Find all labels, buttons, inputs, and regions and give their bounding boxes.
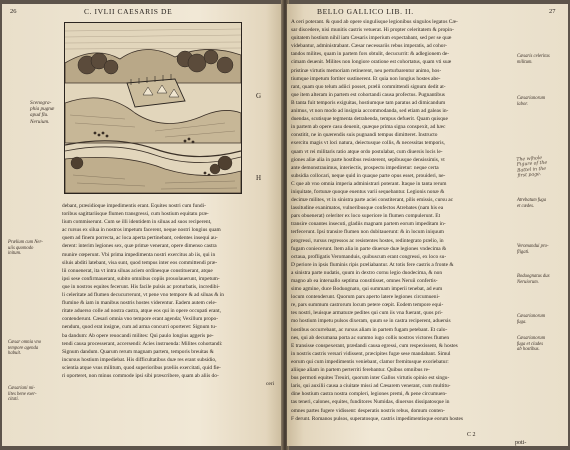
- text-line: terfecerunt. Ipsi transire flumen non dubitauerunt: & in locum iniquum: [291, 229, 444, 236]
- text-line: transire conantes insecuti, gladiis magnam partem eorum impeditam in-: [291, 221, 446, 228]
- text-line: quem ad finem porrecta, ac loca aperta pertinebant, cedentes insequi au-: [62, 235, 218, 242]
- text-line: li celeritate ad flumen decucurrerunt, vt pene vno tempore & ad siluas & in: [62, 292, 224, 299]
- text-line: tes nostri, leuisque armaturæ pedites qui cum iis vna fuerant, quos pri-: [291, 310, 443, 317]
- text-line: nendum, quod erat insigne, cum ad arma concurri oporteret: Signum tu-: [62, 324, 217, 331]
- text-line: videbantur, administrabant. Cæsar necessariis rebus imperatis, ad cohor-: [291, 43, 447, 50]
- text-line: C que ab vno omnia imperia administrari poterant. Itaque in tanta rerum: [291, 180, 447, 187]
- right-margin-note-3: Atrebatum fuga et cædes.: [517, 198, 547, 209]
- text-line: sar discedere, nisi munitis castris vetuerat. Hi propter celeritatem & propin-: [291, 27, 454, 34]
- text-line: duendas, scutisque tegmenta detrahenda, tempus defuerit. Quam quisque: [291, 116, 448, 123]
- text-line: siluis abditi latebant, visa sunt, quod tempus inter eos committendi præ-: [62, 259, 218, 266]
- text-line: ceri: [266, 381, 275, 388]
- text-line: ipsi sese confirmauerant, subito omnibus copiis prouolauerunt, impetum-: [62, 275, 220, 282]
- text-line: bus permoti equites Treuiri, quorum inter Gallos virtutis opinio est singu-: [291, 375, 450, 382]
- text-line: munire cœperunt. Vbi prima impedimenta nostri exercitus ab iis, qui in: [62, 251, 216, 258]
- text-line: B tanta fuit temporis exiguitas, hostiumque tam paratus ad dimicandum: [291, 99, 446, 106]
- text-line: hostibus occurrebant, ac rursus aliam in partem fugam petebant. Et calo-: [291, 326, 448, 333]
- text-line: incursus hostium impediebat. His difficultatibus duæ res erant subsidio,: [62, 356, 217, 363]
- text-line: constitit, ne in quærendis suis pugnandi tempus dimitteret. Instructo: [291, 132, 438, 139]
- text-line: dine hostium castra nostra compleri, legiones premi, & pene circumuen-: [291, 391, 447, 398]
- woodcut-drawing: [65, 23, 241, 193]
- right-margin-note-7: Cæsarianorum fuga et clades ab hostibus.: [517, 336, 546, 353]
- text-line: decimæ milites, vt in sinistra parte aciei constiterant, pilis emissis, cursu ac: [291, 197, 453, 204]
- text-line: locum contenderunt. Quorum pars aperto latere legiones circumueni-: [291, 294, 440, 301]
- text-line: lii conuenerat, ita vt intra siluas aciem ordinesque constituerant, atque: [62, 267, 213, 274]
- text-line: quitatem hostium nihil iam Cæsaris imperium expectabant, sed per se quæ: [291, 35, 452, 42]
- text-line: flumine & iam in manibus nostris hostes viderentur. Eadem autem cele-: [62, 300, 217, 307]
- text-line: pars obuenerat) celeriter ex loco superiore in flumen compulerunt. Et: [291, 213, 441, 220]
- right-margin-note-1: Cæsaris celeritas militum.: [517, 54, 550, 65]
- right-body-text: [291, 18, 513, 444]
- left-body-text: [62, 202, 278, 446]
- text-line: tiumque impetum fortiter sustinerent. Et quia non longius hostes abe-: [291, 75, 441, 82]
- left-margin-note-1: Prælium cum Ner- uiis quomodo initum.: [8, 240, 43, 257]
- text-line: ri oporteret, non minus commode ipsi sibi præscribere, quam ab aliis do-: [62, 372, 219, 379]
- text-line: toribus sagittariisque flumen transgressi, cum hostium equitatu præ-: [62, 211, 209, 218]
- text-line: magno ab ea interuallo septima constitisset, omnes Neruii confertis-: [291, 278, 438, 284]
- text-line: animus, vt non modo ad insignia accommodanda, sed etiam ad galeas in-: [291, 108, 449, 115]
- text-line: que item alteram in partem est cohortandi causa profectus. Pugnantibus: [291, 91, 445, 98]
- text-line: laris, qui auxilii causa a ciuitate missi ad Cæsarem venerant, cum multitu-: [291, 383, 451, 390]
- text-line: A ceri poterant. & quod ab opere singulisque legionibus singulos legatos Cæ-: [291, 19, 458, 25]
- left-side-letter-h: H: [256, 174, 262, 182]
- text-line: in nostris castris versari vidissent, præcipites fugæ sese mandabant. Simul: [291, 350, 451, 357]
- right-catchword: poti-: [515, 440, 527, 446]
- left-page: [2, 4, 283, 446]
- text-line: progressi, rursus regressos ac resistentes hostes, redintegrato prælio, in: [291, 237, 444, 244]
- right-margin-note-6: Cæsarianorum fuga.: [517, 314, 546, 325]
- text-line: ante demonstrauimus, interiectis, prospectu impediretur: neque certa: [291, 164, 439, 171]
- text-line: exercitu magis vt loci natura, deiectusque collis, & necessitas temporis,: [291, 140, 445, 147]
- woodcut-caption: Scenogra- phia pugnæ apud flu. Neruium.: [30, 100, 55, 125]
- text-line: D periore in ipsis fluminis ripis præliabantur. At totis fere castris a fronte &: [291, 261, 454, 268]
- left-margin-note-2: Cæsar omnia vno tempore agenda habuit.: [8, 340, 42, 357]
- text-line: eorum qui cum impedimentis veniebant, clamor fremitusque exoriebatur:: [291, 358, 449, 365]
- text-line: mo hostium impetu pulsos dixeram, quum se in castra reciperent, aduersis: [291, 318, 451, 325]
- text-line: ritate aduerso colle ad nostra castra, atque eos qui in opere occupati erant,: [62, 308, 221, 315]
- text-line: omnes partes fugere vidissent: desperatis nostris rebus, domum conten-: [291, 407, 445, 414]
- text-line: contenderunt. Cæsari omnia vno tempore erant agenda; Vexillum propo-: [62, 316, 219, 323]
- text-line: tendi causa processerant, accersendi: Acies instruenda: Milites cohortandi:: [62, 340, 223, 347]
- right-running-head: BELLO GALLICO LIB. II.: [317, 7, 414, 16]
- text-line: E transisse conspexerant, prædandi causa egressi, cum respexissent, & hostes: [291, 342, 458, 349]
- text-line: tas teneri, calones, equites, funditores Numidas, diuersos dissipatosque in: [291, 399, 450, 406]
- text-line: debant, præsidioque impedimentis erant. Equites nostri cum fundi-: [62, 203, 206, 209]
- text-line: fugam coniecerunt. Item alia in parte diuersæ duæ legiones vndecima &: [291, 245, 447, 252]
- right-page: [287, 4, 568, 446]
- text-line: scientia atque vsus militum, quod superioribus præliis exercitati, quid fie-: [62, 364, 221, 371]
- text-line: Signum dandum. Quarum rerum magnam partem, temporis breuitas &: [62, 348, 214, 355]
- text-line: rant, quam quo telum adiici posset, prælii committendi signum dedit at-: [291, 83, 446, 90]
- text-line: lassitudine exanimatos, vulneribusque confectos Atrebates (nam his ea: [291, 205, 444, 212]
- text-line: giones aliæ alia in parte hostibus resisterent, sepibusque densissimis, vt: [291, 156, 445, 163]
- text-line: derent: interim legiones sex, quæ primæ venerant, opere dimenso castra: [62, 243, 217, 250]
- text-line: iniquitate, fortunæ quoque euentus varii sequebantur. Legionis nonæ &: [291, 188, 445, 195]
- text-line: nes, qui ab decumana porta ac summo iugo collis nostros victores flumen: [291, 334, 450, 341]
- left-margin-note-3: Cæsariani mi- lites bene exer- citati.: [8, 386, 37, 403]
- text-line: que in nostros equites fecerunt. His facile pulsis ac proturbatis, incredibi-: [62, 283, 220, 290]
- text-line: quam vt rei militaris ratio atque ordo postulabat, cum diuersis locis le-: [291, 148, 443, 155]
- battle-woodcut-illustration: [64, 22, 242, 194]
- text-line: octaua, profligatis Veromanduis, quibuscum erant congressi, ex loco su-: [291, 253, 447, 260]
- text-line: cimam deuenit. Milites non longiore oratione est cohortatus, quam vti suæ: [291, 59, 452, 66]
- text-line: lium commiserunt. Cum se illi identidem in siluas ad suos reciperent,: [62, 219, 212, 226]
- text-line: re, pars summum castrorum locum petere cœpit. Eodem tempore equi-: [291, 302, 444, 309]
- text-line: F derunt. Romanos pulsos, superatosque, castris impedimentisque eorum hostes: [291, 415, 464, 422]
- left-running-head: C. IVLII CAESARIS DE: [84, 7, 173, 16]
- right-page-number: 27: [549, 8, 556, 15]
- handwritten-annotation: The w|hole Figure of the Battel in the first page.: [516, 155, 548, 179]
- text-line: simo agmine, duce Boduognato, qui summam imperii tenebat, ad eum: [291, 286, 443, 293]
- text-line: ba dandum: Ab opere reuocandi milites: Qui paulo longius aggeris pe-: [62, 332, 214, 339]
- text-line: pristinæ virtutis memoriam retinerent, neu perturbarentur animo, hos-: [291, 67, 442, 74]
- text-line: subsidia collocari, neque quid in quaque parte opus esset, prouideri, ne-: [291, 172, 446, 179]
- right-margin-note-5: Boduognatus dux Neruiorum.: [517, 274, 550, 285]
- right-signature-mark: C 2: [467, 432, 476, 438]
- right-margin-note-4: Veromandui pro- fligati.: [517, 244, 549, 255]
- text-line: aliique aliam in partem perterriti ferebantur. Quibus omnibus re-: [291, 367, 430, 374]
- right-margin-note-2: Cæsarianorum labor.: [517, 96, 546, 107]
- text-line: a sinistra parte nudatis, quum in dextro cornu legio duodecima, & non: [291, 269, 443, 276]
- text-line: in partem ab opere casu deuenit, quæque prima signa conspexit, ad hæc: [291, 124, 446, 131]
- text-line: ac rursus ex silua in nostros impetum facerent, neque nostri longius quam: [62, 227, 221, 234]
- text-line: tandos milites, quam in partem fors obtulit, decucurrit: & adlegionem de-: [291, 51, 450, 58]
- left-side-letter-g: G: [256, 92, 262, 100]
- left-page-number: 26: [10, 8, 17, 15]
